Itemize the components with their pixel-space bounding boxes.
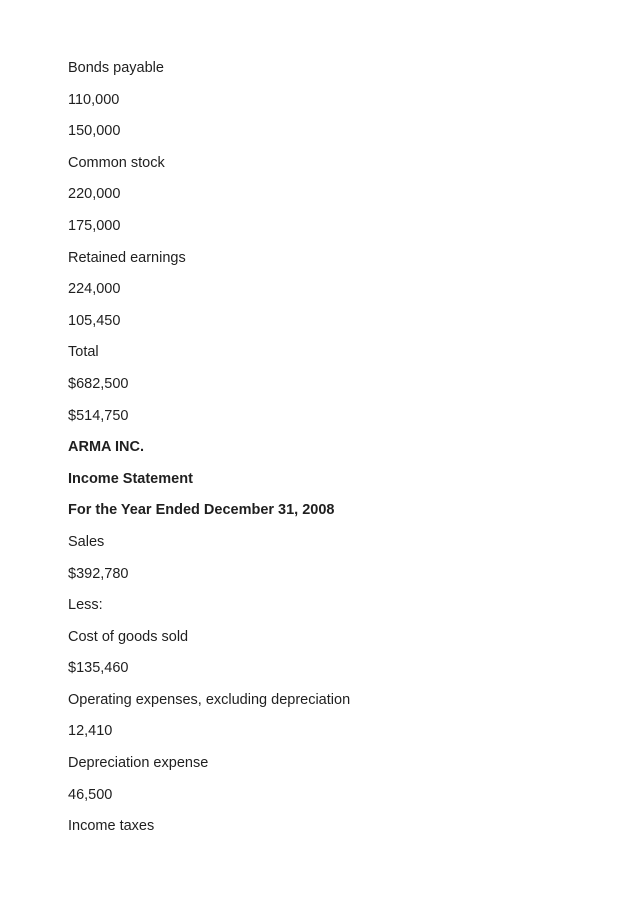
sales-label: Sales xyxy=(68,533,105,550)
depreciation-expense-label: Depreciation expense xyxy=(68,755,209,772)
common-stock-label: Common stock xyxy=(68,154,165,171)
retained-earnings-value-2: 105,450 xyxy=(68,312,121,329)
total-value-2: $514,750 xyxy=(68,407,129,424)
bonds-payable-value-1: 110,000 xyxy=(68,91,120,108)
depreciation-expense-value: 46,500 xyxy=(68,786,113,803)
less-label: Less: xyxy=(68,597,103,614)
cost-of-goods-sold-label: Cost of goods sold xyxy=(68,628,189,645)
cost-of-goods-sold-value: $135,460 xyxy=(68,660,129,677)
common-stock-value-1: 220,000 xyxy=(68,186,121,203)
common-stock-value-2: 175,000 xyxy=(68,217,121,234)
bonds-payable-label: Bonds payable xyxy=(68,60,164,76)
company-name-heading: ARMA INC. xyxy=(68,439,144,456)
operating-expenses-value: 12,410 xyxy=(68,723,113,740)
income-taxes-label: Income taxes xyxy=(68,818,155,835)
statement-title-heading: Income Statement xyxy=(68,470,193,487)
retained-earnings-value-1: 224,000 xyxy=(68,281,121,298)
bonds-payable-value-2: 150,000 xyxy=(68,123,121,140)
total-value-1: $682,500 xyxy=(68,375,129,392)
operating-expenses-label: Operating expenses, excluding depreciation xyxy=(68,691,351,708)
sales-value: $392,780 xyxy=(68,565,129,582)
retained-earnings-label: Retained earnings xyxy=(68,249,186,266)
statement-period-heading: For the Year Ended December 31, 2008 xyxy=(68,502,335,519)
total-label: Total xyxy=(68,344,99,361)
document-page xyxy=(68,60,618,850)
